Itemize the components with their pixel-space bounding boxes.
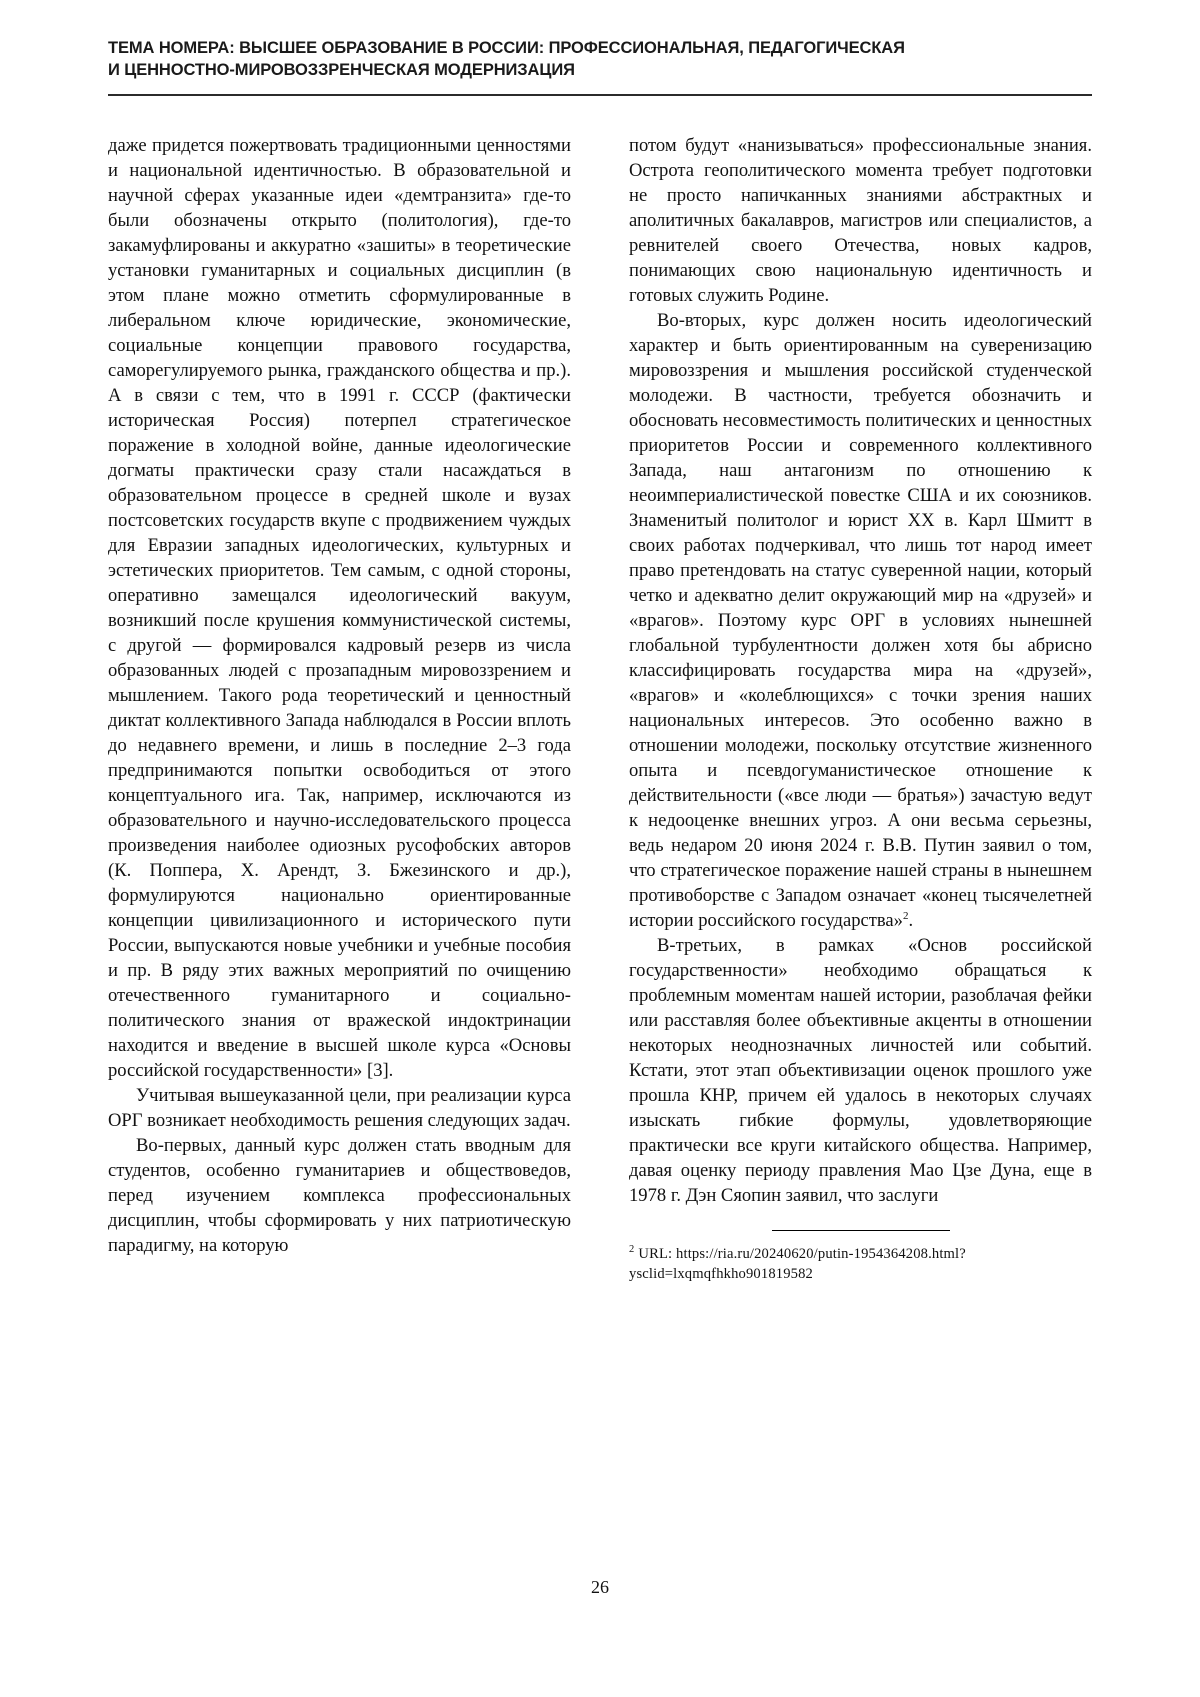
- footnote-divider: [772, 1230, 950, 1231]
- paragraph: Во-первых, данный курс должен стать вводным для студентов, особенно гуманитариев и обществоведов, перед изучением комплекса профессиональных дисциплин, чтобы сформировать у них патриотическую парадигму, на которую: [108, 1135, 571, 1256]
- paragraph-tail: .: [908, 910, 914, 931]
- header-title: [108, 38, 1092, 82]
- paragraph: потом будут «нанизываться» профессиональные знания. Острота геополитического момента требует подготовки не просто напичканных знаниями абстрактных и аполитичных бакалавров, магистров или специалистов, а ревнителей своего Отечества, новых кадров, понимающих свою национальную идентичность и готовых служить Родине.: [629, 135, 1092, 306]
- paragraph: Учитывая вышеуказанной цели, при реализации курса ОРГ возникает необходимость решения следующих задач.: [108, 1085, 571, 1131]
- paragraph: [629, 308, 1092, 933]
- footnote-text: URL: https://ria.ru/20240620/putin-1954364208.html?ysclid=lxqmqfhkho901819582: [629, 1245, 966, 1282]
- right-column: [629, 133, 1092, 1284]
- footnote-reference[interactable]: 2: [902, 909, 909, 922]
- page-number: 26: [591, 1577, 609, 1597]
- footnote-marker: 2: [629, 1244, 635, 1255]
- page-header: [108, 38, 1092, 104]
- paragraph-text: Во-вторых, курс должен носить идеологический характер и быть ориентированным на суверенизацию мировоззрения и мышления российской студенческой молодежи. В частности, требуется обозначить и обосновать несовместимость политических и ценностных приоритетов России и современного коллективного Запада, наш антагонизм по отношению к неоимпериалистической повестке США и их союзников. Знаменитый политолог и юрист XX в. Карл Шмитт в своих работах подчеркивал, что лишь тот народ имеет право претендовать на статус суверенной нации, который четко и адекватно делит окружающий мир на «друзей» и «врагов». Поэтому курс ОРГ в условиях нынешней глобальной турбулентности должен хотя бы абрисно классифицировать государства мира на «друзей», «врагов» и «колеблющихся» с точки зрения наших национальных интересов. Это особенно важно в отношении молодежи, поскольку отсутствие жизненного опыта и псевдогуманистическое отношение к действительности («все люди — братья») зачастую ведут к недооценке внешних угроз. А они весьма серьезны, ведь недаром 20 июня 2024 г. В.В. Путин заявил о том, что стратегическое поражение нашей страны в нынешнем противоборстве с Западом означает «конец тысячелетней истории российского государства»: [629, 310, 1092, 931]
- paragraph: В-третьих, в рамках «Основ российской государственности» необходимо обращаться к проблемным моментам нашей истории, разоблачая фейки или расставляя более объективные акценты в отношении некоторых неоднозначных личностей или событий. Кстати, этот этап объективизации оценок прошлого уже прошла КНР, причем ей удалось в некоторых случаях изыскать гибкие формулы, удовлетворяющие практически все круги китайского общества. Например, давая оценку периоду правления Мао Цзе Дуна, еще в 1978 г. Дэн Сяопин заявил, что заслуги: [629, 935, 1092, 1206]
- header-divider: [108, 94, 1092, 96]
- header-title-line2: И ЦЕННОСТНО-МИРОВОЗЗРЕНЧЕСКАЯ МОДЕРНИЗАЦИЯ: [108, 60, 575, 79]
- left-column: [108, 133, 571, 1284]
- header-title-line1: ТЕМА НОМЕРА: ВЫСШЕЕ ОБРАЗОВАНИЕ В РОССИИ: ПРОФЕССИОНАЛЬНАЯ, ПЕДАГОГИЧЕСКАЯ: [108, 39, 905, 57]
- footnote: [629, 1243, 1092, 1284]
- paragraph: даже придется пожертвовать традиционными ценностями и национальной идентичностью. В образовательной и научной сферах указанные идеи «демтранзита» где-то были обозначены открыто (политология), где-то закамуфлированы и аккуратно «зашиты» в теоретические установки гуманитарных и социальных дисциплин (в этом плане можно отметить сформулированные в либеральном ключе юридические, экономические, социальные концепции правового государства, саморегулируемого рынка, гражданского общества и пр.). А в связи с тем, что в 1991 г. СССР (фактически историческая Россия) потерпел стратегическое поражение в холодной войне, данные идеологические догматы практически сразу стали насаждаться в образовательном процессе в средней школе и вузах постсоветских государств вкупе с продвижением чуждых для Евразии западных идеологических, культурных и эстетических приоритетов. Тем самым, с одной стороны, оперативно замещался идеологический вакуум, возникший после крушения коммунистической системы, с другой — формировался кадровый резерв из числа образованных людей с прозападным мировоззрением и мышлением. Такого рода теоретический и ценностный диктат коллективного Запада наблюдался в России вплоть до недавнего времени, и лишь в последние 2–3 года предпринимаются попытки освободиться от этого концептуального ига. Так, например, исключаются из образовательного и научно-исследовательского процесса произведения наиболее одиозных русофобских авторов (К. Поппера, Х. Арендт, З. Бжезинского и др.), формулируются национально ориентированные концепции цивилизационного и исторического пути России, выпускаются новые учебники и учебные пособия и пр. В ряду этих важных мероприятий по очищению отечественного гуманитарного и социально-политического знания от вражеской индоктринации находится и введение в высшей школе курса «Основы российской государственности» [3].: [108, 135, 571, 1081]
- body-columns: [108, 133, 1092, 1284]
